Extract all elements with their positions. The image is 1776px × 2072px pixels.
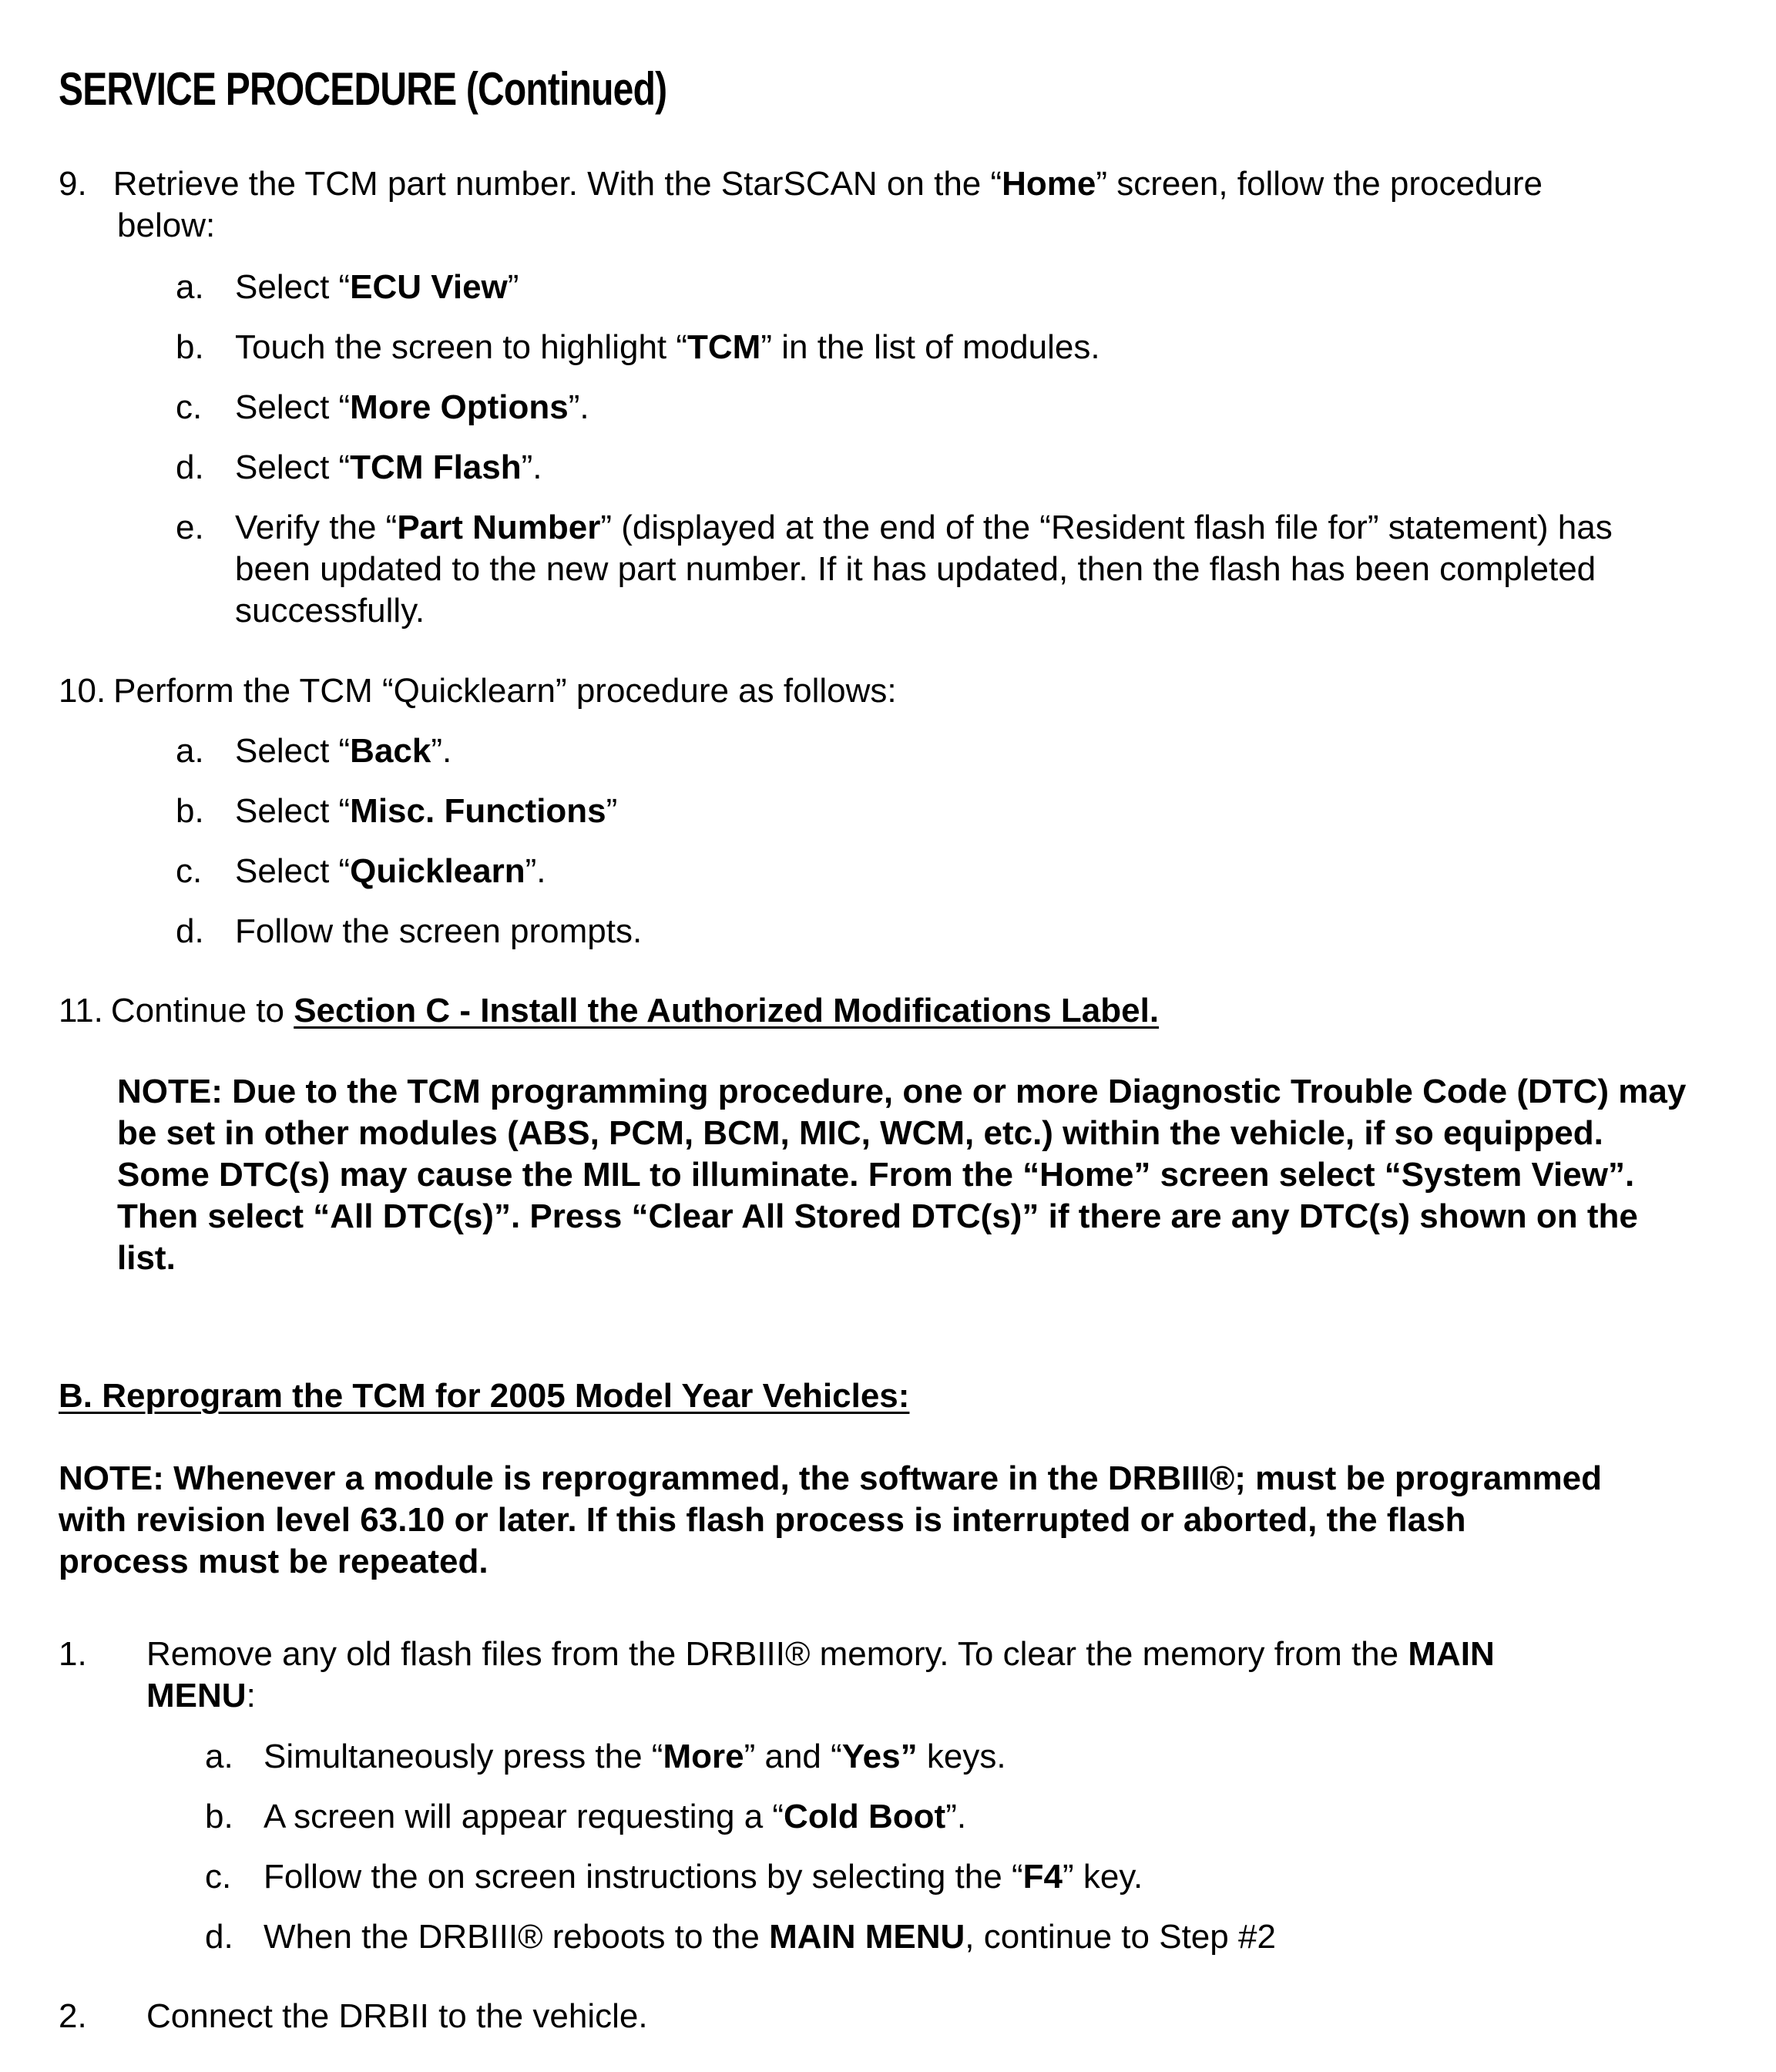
list-item-text: Simultaneously press the “More” and “Yes” keys. [264, 1738, 1006, 1775]
list-item: a. [205, 1738, 233, 1775]
step-number: 9. [59, 165, 87, 203]
list-item: a. [176, 268, 204, 306]
list-item: c. [176, 852, 203, 890]
note-line: NOTE: Due to the TCM programming procedure, one or more Diagnostic Trouble Code (DTC) may [117, 1073, 1687, 1110]
list-item: d. [205, 1918, 233, 1956]
list-item: d. [176, 912, 204, 950]
list-item-text: Select “Misc. Functions” [235, 792, 618, 830]
list-item-text: Select “TCM Flash”. [235, 448, 542, 486]
step-number: 10. [59, 672, 106, 710]
list-item: d. [176, 448, 204, 486]
section-b-heading: B. Reprogram the TCM for 2005 Model Year Vehicles: [59, 1377, 910, 1415]
list-item-text: Verify the “Part Number” (displayed at the end of the “Resident flash file for” statement) has [235, 509, 1613, 546]
step-number: 2. [59, 1997, 87, 2035]
list-item-text: Select “More Options”. [235, 388, 589, 426]
note-line: Then select “All DTC(s)”. Press “Clear All Stored DTC(s)” if there are any DTC(s) shown on the [117, 1197, 1638, 1235]
note-line: list. [117, 1239, 176, 1277]
step-1-line-2: MENU: [146, 1677, 256, 1714]
list-item-text: Follow the screen prompts. [235, 912, 643, 950]
step-1-line-1: Remove any old flash files from the DRBIII® memory. To clear the memory from the MAIN [146, 1635, 1495, 1673]
list-item-text: Follow the on screen instructions by selecting the “F4” key. [264, 1858, 1143, 1896]
list-item: b. [205, 1798, 233, 1835]
step-2-text: Connect the DRBII to the vehicle. [146, 1997, 648, 2035]
note-line: NOTE: Whenever a module is reprogrammed, the software in the DRBIII®; must be programmed [59, 1459, 1602, 1497]
list-item-text: A screen will appear requesting a “Cold Boot”. [264, 1798, 967, 1835]
step-number: 11. [59, 992, 103, 1029]
list-item: e. [176, 509, 204, 546]
list-item-text: Touch the screen to highlight “TCM” in the list of modules. [235, 328, 1100, 366]
step-9-line-2: below: [117, 207, 216, 244]
list-item: c. [205, 1858, 232, 1896]
list-item-text: When the DRBIII® reboots to the MAIN MENU, continue to Step #2 [264, 1918, 1276, 1956]
list-item: a. [176, 732, 204, 770]
note-line: process must be repeated. [59, 1543, 488, 1580]
section-c-link[interactable]: Section C - Install the Authorized Modifications Label. [294, 992, 1160, 1029]
list-item-text: Select “Back”. [235, 732, 452, 770]
list-item-text-line-2: been updated to the new part number. If it has updated, then the flash has been completed [235, 550, 1596, 588]
note-line: Some DTC(s) may cause the MIL to illuminate. From the “Home” screen select “System View”. [117, 1156, 1635, 1194]
note-line: be set in other modules (ABS, PCM, BCM, MIC, WCM, etc.) within the vehicle, if so equipped. [117, 1114, 1603, 1152]
list-item: c. [176, 388, 203, 426]
list-item: b. [176, 328, 204, 366]
page-title: SERVICE PROCEDURE (Continued) [59, 63, 667, 115]
list-item: b. [176, 792, 204, 830]
step-11: 11. Continue to Section C - Install the Authorized Modifications Label. [59, 992, 1160, 1029]
step-number: 1. [59, 1635, 87, 1673]
step-9-line-1: 9. Retrieve the TCM part number. With the StarSCAN on the “Home” screen, follow the procedure [59, 165, 1543, 203]
list-item-text-line-3: successfully. [235, 592, 425, 630]
step-10: 10. Perform the TCM “Quicklearn” procedure as follows: [59, 672, 897, 710]
note-line: with revision level 63.10 or later. If this flash process is interrupted or aborted, the flash [59, 1501, 1466, 1539]
list-item-text: Select “ECU View” [235, 268, 519, 306]
list-item-text: Select “Quicklearn”. [235, 852, 546, 890]
